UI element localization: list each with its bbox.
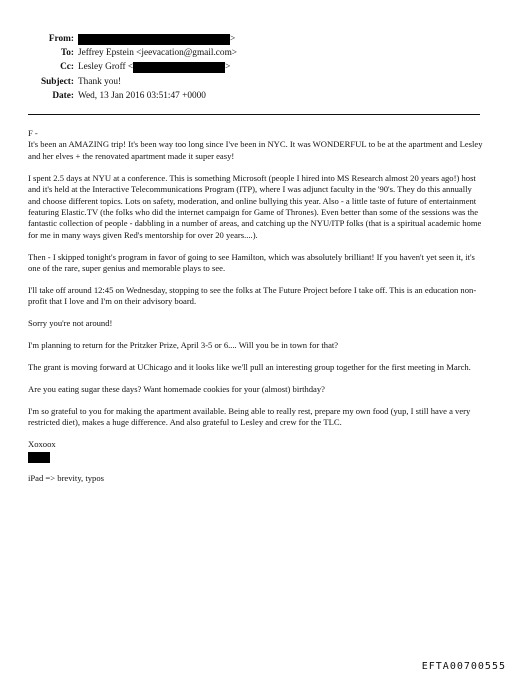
body-paragraph: It's been an AMAZING trip! It's been way too long since I've been in NYC. It was WONDERFUL to be at the apartment and Lesley and her elves + the renovated apartment made it super easy!	[28, 139, 483, 161]
body-paragraph: Then - I skipped tonight's program in favor of going to see Hamilton, which was absolutely brilliant! If you haven't yet seen it, it's one of the rare, super genius and memorable plays to see.	[28, 251, 475, 274]
to-label: To:	[60, 48, 74, 59]
to-value: Jeffrey Epstein <jeevacation@gmail.com>	[78, 48, 238, 59]
from-row	[30, 32, 480, 46]
from-suffix: >	[230, 34, 236, 44]
cc-label: Cc:	[60, 62, 74, 73]
redaction-block	[133, 62, 225, 73]
date-label: Date:	[52, 90, 74, 101]
email-body	[28, 128, 486, 495]
date-row	[30, 89, 480, 103]
cc-suffix: >	[225, 62, 231, 73]
body-paragraph: Sorry you're not around!	[28, 318, 113, 329]
footer-note: iPad => brevity, typos	[28, 473, 104, 484]
salutation: F -	[28, 128, 38, 138]
subject-row	[30, 75, 480, 89]
cc-row	[30, 60, 480, 74]
body-paragraph: I spent 2.5 days at NYU at a conference. This is something Microsoft (people I hired into MS Research almost 20 years ago!) host and it's held at the Interactive Telecommunications Program (ITP), where I was adjunct faculty in the '90's. They do this annually and choose different topics. Lots on safety, moderation, and online bullying this year. Also - a little taste of future of entertainment featuring Elastic.TV (the folks who did the internet campaign for Game of Thrones). Even better than some of the sessions was the fantastic collection of people - dabbling in a number of areas, and catching up the NYU/ITP folks (that is a spiritual academic home for me in many ways given Red's mentorship for over 20 years....).	[28, 172, 482, 240]
body-paragraph: I'm so grateful to you for making the apartment available. Being able to really rest, prepare my own food (yup, I still have a very restricted diet), makes a huge difference. And also grateful to Lesley and crew for the TLC.	[28, 405, 471, 428]
subject-label: Subject:	[40, 76, 74, 87]
body-paragraph: I'm planning to return for the Pritzker Prize, April 3-5 or 6.... Will you be in town for that?	[28, 340, 339, 351]
body-paragraph: The grant is moving forward at UChicago and it looks like we'll pull an interesting group together for the first meeting in March.	[28, 362, 471, 373]
from-label: From:	[48, 34, 74, 44]
email-header	[30, 32, 480, 103]
header-divider	[28, 114, 480, 115]
body-paragraph: I'll take off around 12:45 on Wednesday, stopping to see the folks at The Future Project before I take off. This is an education non-profit that I love and I'm on their advisory board.	[28, 284, 477, 307]
body-paragraph: Are you eating sugar these days? Want homemade cookies for your (almost) birthday?	[28, 384, 325, 394]
signature-redaction	[28, 452, 50, 463]
signoff: Xoxoox	[28, 439, 56, 450]
date-value: Wed, 13 Jan 2016 03:51:47 +0000	[78, 90, 206, 101]
document-id: EFTA00700555	[421, 661, 506, 672]
to-row	[30, 46, 480, 60]
cc-prefix: Lesley Groff <	[78, 62, 134, 73]
subject-value: Thank you!	[78, 76, 122, 87]
redaction-block	[78, 34, 230, 45]
